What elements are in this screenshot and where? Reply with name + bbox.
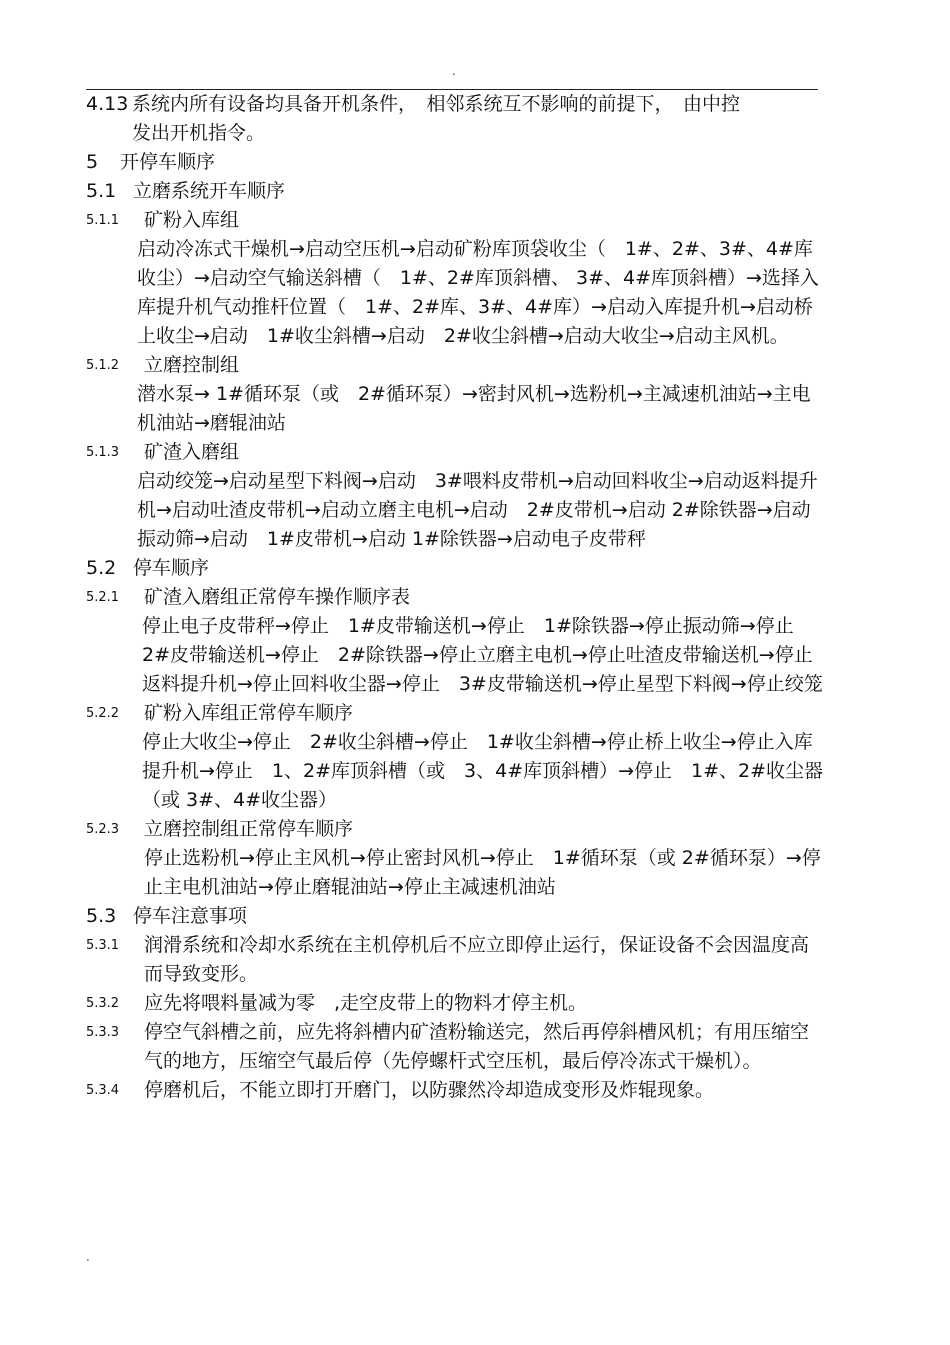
- section-number: 5.2: [86, 557, 117, 579]
- section-5-3-4: [86, 1076, 826, 1105]
- section-number: 5: [86, 151, 99, 173]
- section-5-2-3-body: 停止选粉机→停止主风机→停止密封风机→停止 1#循环泵（或 2#循环泵）→停止主电机油站→停止磨辊油站→停止主减速机油站: [144, 847, 821, 898]
- subsection-number: 5.1.3: [86, 445, 120, 460]
- section-5-2-2-heading: [86, 699, 826, 728]
- item-number: 4.13: [86, 93, 129, 115]
- subsection-number: 5.1.1: [86, 213, 120, 228]
- subsection-number: 5.2.1: [86, 590, 120, 605]
- section-5-heading: [86, 148, 826, 177]
- section-5-1-2-heading: [86, 351, 826, 380]
- section-5-2-2-body: 停止大收尘→停止 2#收尘斜槽→停止 1#收尘斜槽→停止桥上收尘→停止入库提升机→停止 1、2#库顶斜槽（或 3、4#库顶斜槽）→停止 1#、2#收尘器（或 3#、4#收尘器）: [142, 731, 824, 811]
- subsection-title: 立磨控制组: [144, 354, 240, 376]
- section-5-3-1: [86, 931, 826, 989]
- footer-mark: .: [86, 1250, 90, 1264]
- section-5-3-2: [86, 989, 826, 1018]
- section-5-2-3-heading: [86, 815, 826, 844]
- section-title: 开停车顺序: [120, 151, 216, 173]
- subsection-number: 5.1.2: [86, 358, 120, 373]
- subsection-text: 润滑系统和冷却水系统在主机停机后不应立即停止运行，保证设备不会因温度高而导致变形。: [144, 934, 810, 985]
- item-text-continued: 发出开机指令。: [132, 122, 266, 144]
- section-5-2-1-body: 停止电子皮带秤→停止 1#皮带输送机→停止 1#除铁器→停止振动筛→停止 2#皮带输送机→停止 2#除铁器→停止立磨主电机→停止吐渣皮带输送机→停止返料提升机→停止回料收尘器→停止 3#皮带输送机→停止星型下料阀→停止绞笼: [142, 615, 823, 695]
- document-body: [86, 90, 826, 1105]
- subsection-text: 应先将喂料量减为零 ,走空皮带上的物料才停主机。: [144, 992, 588, 1014]
- subsection-number: 5.3.3: [86, 1025, 120, 1040]
- subsection-text: 停磨机后，不能立即打开磨门，以防骤然冷却造成变形及炸辊现象。: [144, 1079, 715, 1101]
- section-5-3-3: [86, 1018, 826, 1076]
- section-title: 立磨系统开车顺序: [133, 180, 286, 202]
- section-5-2-1-heading: [86, 583, 826, 612]
- subsection-title: 矿渣入磨组正常停车操作顺序表: [144, 586, 411, 608]
- section-5-1-heading: [86, 177, 826, 206]
- section-number: 5.3: [86, 905, 117, 927]
- subsection-title: 立磨控制组正常停车顺序: [144, 818, 354, 840]
- section-5-3-heading: [86, 902, 826, 931]
- subsection-number: 5.2.2: [86, 706, 120, 721]
- subsection-number: 5.3.1: [86, 938, 120, 953]
- section-title: 停车顺序: [133, 557, 210, 579]
- subsection-text: 停空气斜槽之前，应先将斜槽内矿渣粉输送完，然后再停斜槽风机；有用压缩空气的地方，压缩空气最后停（先停螺杆式空压机，最后停冷冻式干燥机）。: [144, 1021, 810, 1072]
- section-5-1-1-body: 启动冷冻式干燥机→启动空压机→启动矿粉库顶袋收尘（ 1#、2#、3#、4#库收尘）→启动空气输送斜槽（ 1#、2#库顶斜槽、 3#、4#库顶斜槽）→选择入库提升机气动推杆位置（ 1#、2#库、3#、4#库）→启动入库提升机→启动桥上收尘→启动 1#收尘斜槽→启动 2#收尘斜槽→启动大收尘→启动主风机。: [137, 238, 819, 347]
- section-number: 5.1: [86, 180, 117, 202]
- section-5-1-2-body: 潜水泵→ 1#循环泵（或 2#循环泵）→密封风机→选粉机→主减速机油站→主电机油站→磨辊油站: [137, 383, 811, 434]
- subsection-number: 5.3.2: [86, 996, 120, 1011]
- header-mark: .: [452, 64, 456, 78]
- item-text: 系统内所有设备均具备开机条件， 相邻系统互不影响的前提下， 由中控: [132, 93, 741, 115]
- subsection-number: 5.3.4: [86, 1083, 120, 1098]
- section-title: 停车注意事项: [133, 905, 248, 927]
- section-5-2-heading: [86, 554, 826, 583]
- section-5-1-3-heading: [86, 438, 826, 467]
- subsection-title: 矿粉入库组: [144, 209, 240, 231]
- section-5-1-1-heading: [86, 206, 826, 235]
- section-5-1-3-body: 启动绞笼→启动星型下料阀→启动 3#喂料皮带机→启动回料收尘→启动返料提升机→启动吐渣皮带机→启动立磨主电机→启动 2#皮带机→启动 2#除铁器→启动振动筛→启动 1#皮带机→启动 1#除铁器→启动电子皮带秤: [137, 470, 818, 550]
- subsection-title: 矿粉入库组正常停车顺序: [144, 702, 354, 724]
- subsection-title: 矿渣入磨组: [144, 441, 240, 463]
- subsection-number: 5.2.3: [86, 822, 120, 837]
- item-4-13: [86, 90, 826, 119]
